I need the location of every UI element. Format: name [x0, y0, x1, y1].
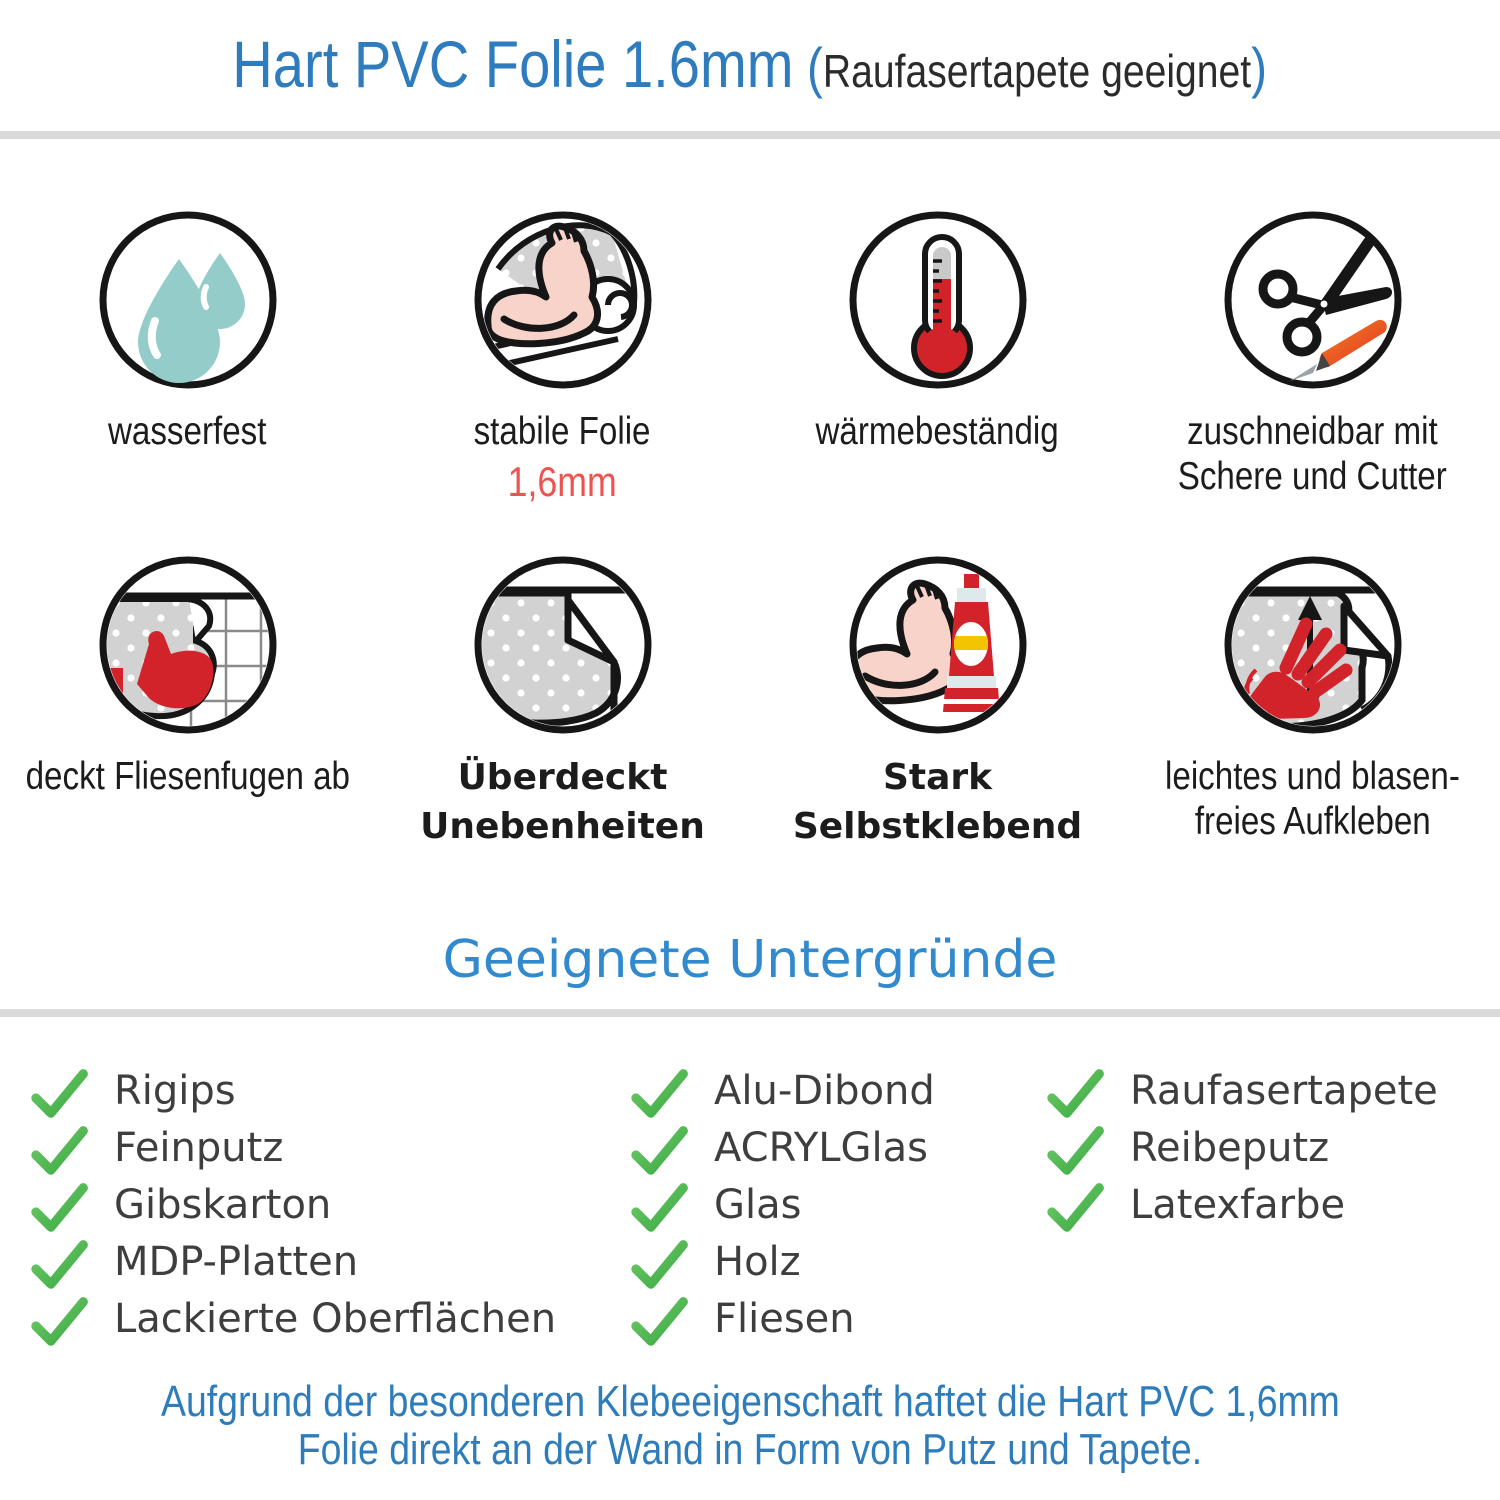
page-title: [0, 26, 1500, 102]
footer-note: [0, 1378, 1500, 1474]
check-icon: [30, 1182, 88, 1234]
feature-unebenheiten: [375, 550, 750, 851]
list-item: [1046, 1176, 1438, 1233]
list-item: [630, 1176, 935, 1233]
substrate-label: MDP-Platten: [114, 1238, 359, 1285]
paren-open: (: [807, 36, 824, 99]
substrate-label: Raufasertapete: [1130, 1067, 1438, 1114]
thermometer-icon: [843, 205, 1033, 395]
substrate-label: Feinputz: [114, 1124, 284, 1171]
check-icon: [630, 1125, 688, 1177]
feature-label: deckt Fliesenfugen ab: [25, 755, 350, 798]
feature-label: wasserfest: [108, 410, 267, 453]
water-drops-icon: [93, 205, 283, 395]
substrate-label: ACRYLGlas: [714, 1124, 929, 1171]
feature-wasserfest: [0, 205, 375, 506]
substrate-label: Lackierte Oberflächen: [114, 1295, 557, 1342]
feature-label: Stark: [882, 757, 993, 798]
feature-label-line2: Unebenheiten: [420, 805, 705, 847]
footer-line-2: Folie direkt an der Wand in Form von Putz und Tapete.: [297, 1425, 1203, 1474]
feature-row-1: [0, 205, 1500, 506]
feature-label: zuschneidbar mit: [1187, 410, 1438, 453]
section-heading-untergruende: Geeignete Untergründe: [442, 930, 1058, 990]
check-icon: [1046, 1068, 1104, 1120]
feature-fliesenfugen: [0, 550, 375, 851]
substrate-label: Alu-Dibond: [714, 1067, 935, 1114]
list-item: [30, 1290, 556, 1347]
scissors-cutter-icon: [1218, 205, 1408, 395]
feature-row-2: [0, 550, 1500, 851]
footer-line-1: Aufgrund der besonderen Klebeeigenschaft haftet die Hart PVC 1,6mm: [160, 1377, 1340, 1426]
feature-label-line2: Selbstklebend: [792, 805, 1083, 847]
strong-foil-roll-icon: [468, 205, 658, 395]
feature-label-line2: freies Aufkleben: [1194, 800, 1431, 844]
substrate-column-1: [30, 1062, 556, 1347]
title-main: Hart PVC Folie 1.6mm: [232, 27, 794, 101]
substrate-label: Glas: [714, 1181, 802, 1228]
feature-zuschneidbar: [1125, 205, 1500, 506]
list-item: [630, 1062, 935, 1119]
list-item: [30, 1233, 556, 1290]
substrate-label: Fliesen: [714, 1295, 855, 1342]
bubble-free-hand-icon: [1218, 550, 1408, 740]
feature-label: Überdeckt: [457, 757, 668, 798]
feature-label: leichtes und blasen-: [1165, 755, 1460, 798]
paren-close: ): [1251, 36, 1268, 99]
substrate-label: Holz: [714, 1238, 801, 1285]
substrate-column-3: [1046, 1062, 1438, 1233]
list-item: [1046, 1119, 1438, 1176]
check-icon: [1046, 1125, 1104, 1177]
list-item: [630, 1119, 935, 1176]
divider-middle: [0, 1009, 1500, 1017]
substrate-label: Latexfarbe: [1130, 1181, 1346, 1228]
check-icon: [1046, 1182, 1104, 1234]
feature-blasenfrei: [1125, 550, 1500, 851]
list-item: [630, 1233, 935, 1290]
substrate-column-2: [630, 1062, 935, 1347]
feature-note-thickness: 1,6mm: [507, 458, 618, 506]
substrate-label: Reibeputz: [1130, 1124, 1330, 1171]
title-subtitle: Raufasertapete geeignet: [823, 45, 1252, 97]
feature-selbstklebend: [750, 550, 1125, 851]
feature-label-line2: Schere und Cutter: [1177, 455, 1448, 499]
check-icon: [30, 1296, 88, 1348]
substrate-label: Rigips: [114, 1067, 236, 1114]
feature-waermebestaendig: [750, 205, 1125, 506]
feature-stabile-folie: [375, 205, 750, 506]
substrate-label: Gibskarton: [114, 1181, 332, 1228]
list-item: [30, 1062, 556, 1119]
list-item: [630, 1290, 935, 1347]
divider-top: [0, 131, 1500, 139]
covers-unevenness-icon: [468, 550, 658, 740]
check-icon: [630, 1182, 688, 1234]
self-adhesive-icon: [843, 550, 1033, 740]
list-item: [30, 1176, 556, 1233]
check-icon: [630, 1068, 688, 1120]
tile-joints-thumb-icon: [93, 550, 283, 740]
feature-label: wärmebeständig: [815, 410, 1060, 453]
check-icon: [30, 1239, 88, 1291]
list-item: [30, 1119, 556, 1176]
check-icon: [630, 1296, 688, 1348]
check-icon: [30, 1125, 88, 1177]
check-icon: [630, 1239, 688, 1291]
check-icon: [30, 1068, 88, 1120]
list-item: [1046, 1062, 1438, 1119]
feature-label: stabile Folie: [474, 410, 651, 453]
